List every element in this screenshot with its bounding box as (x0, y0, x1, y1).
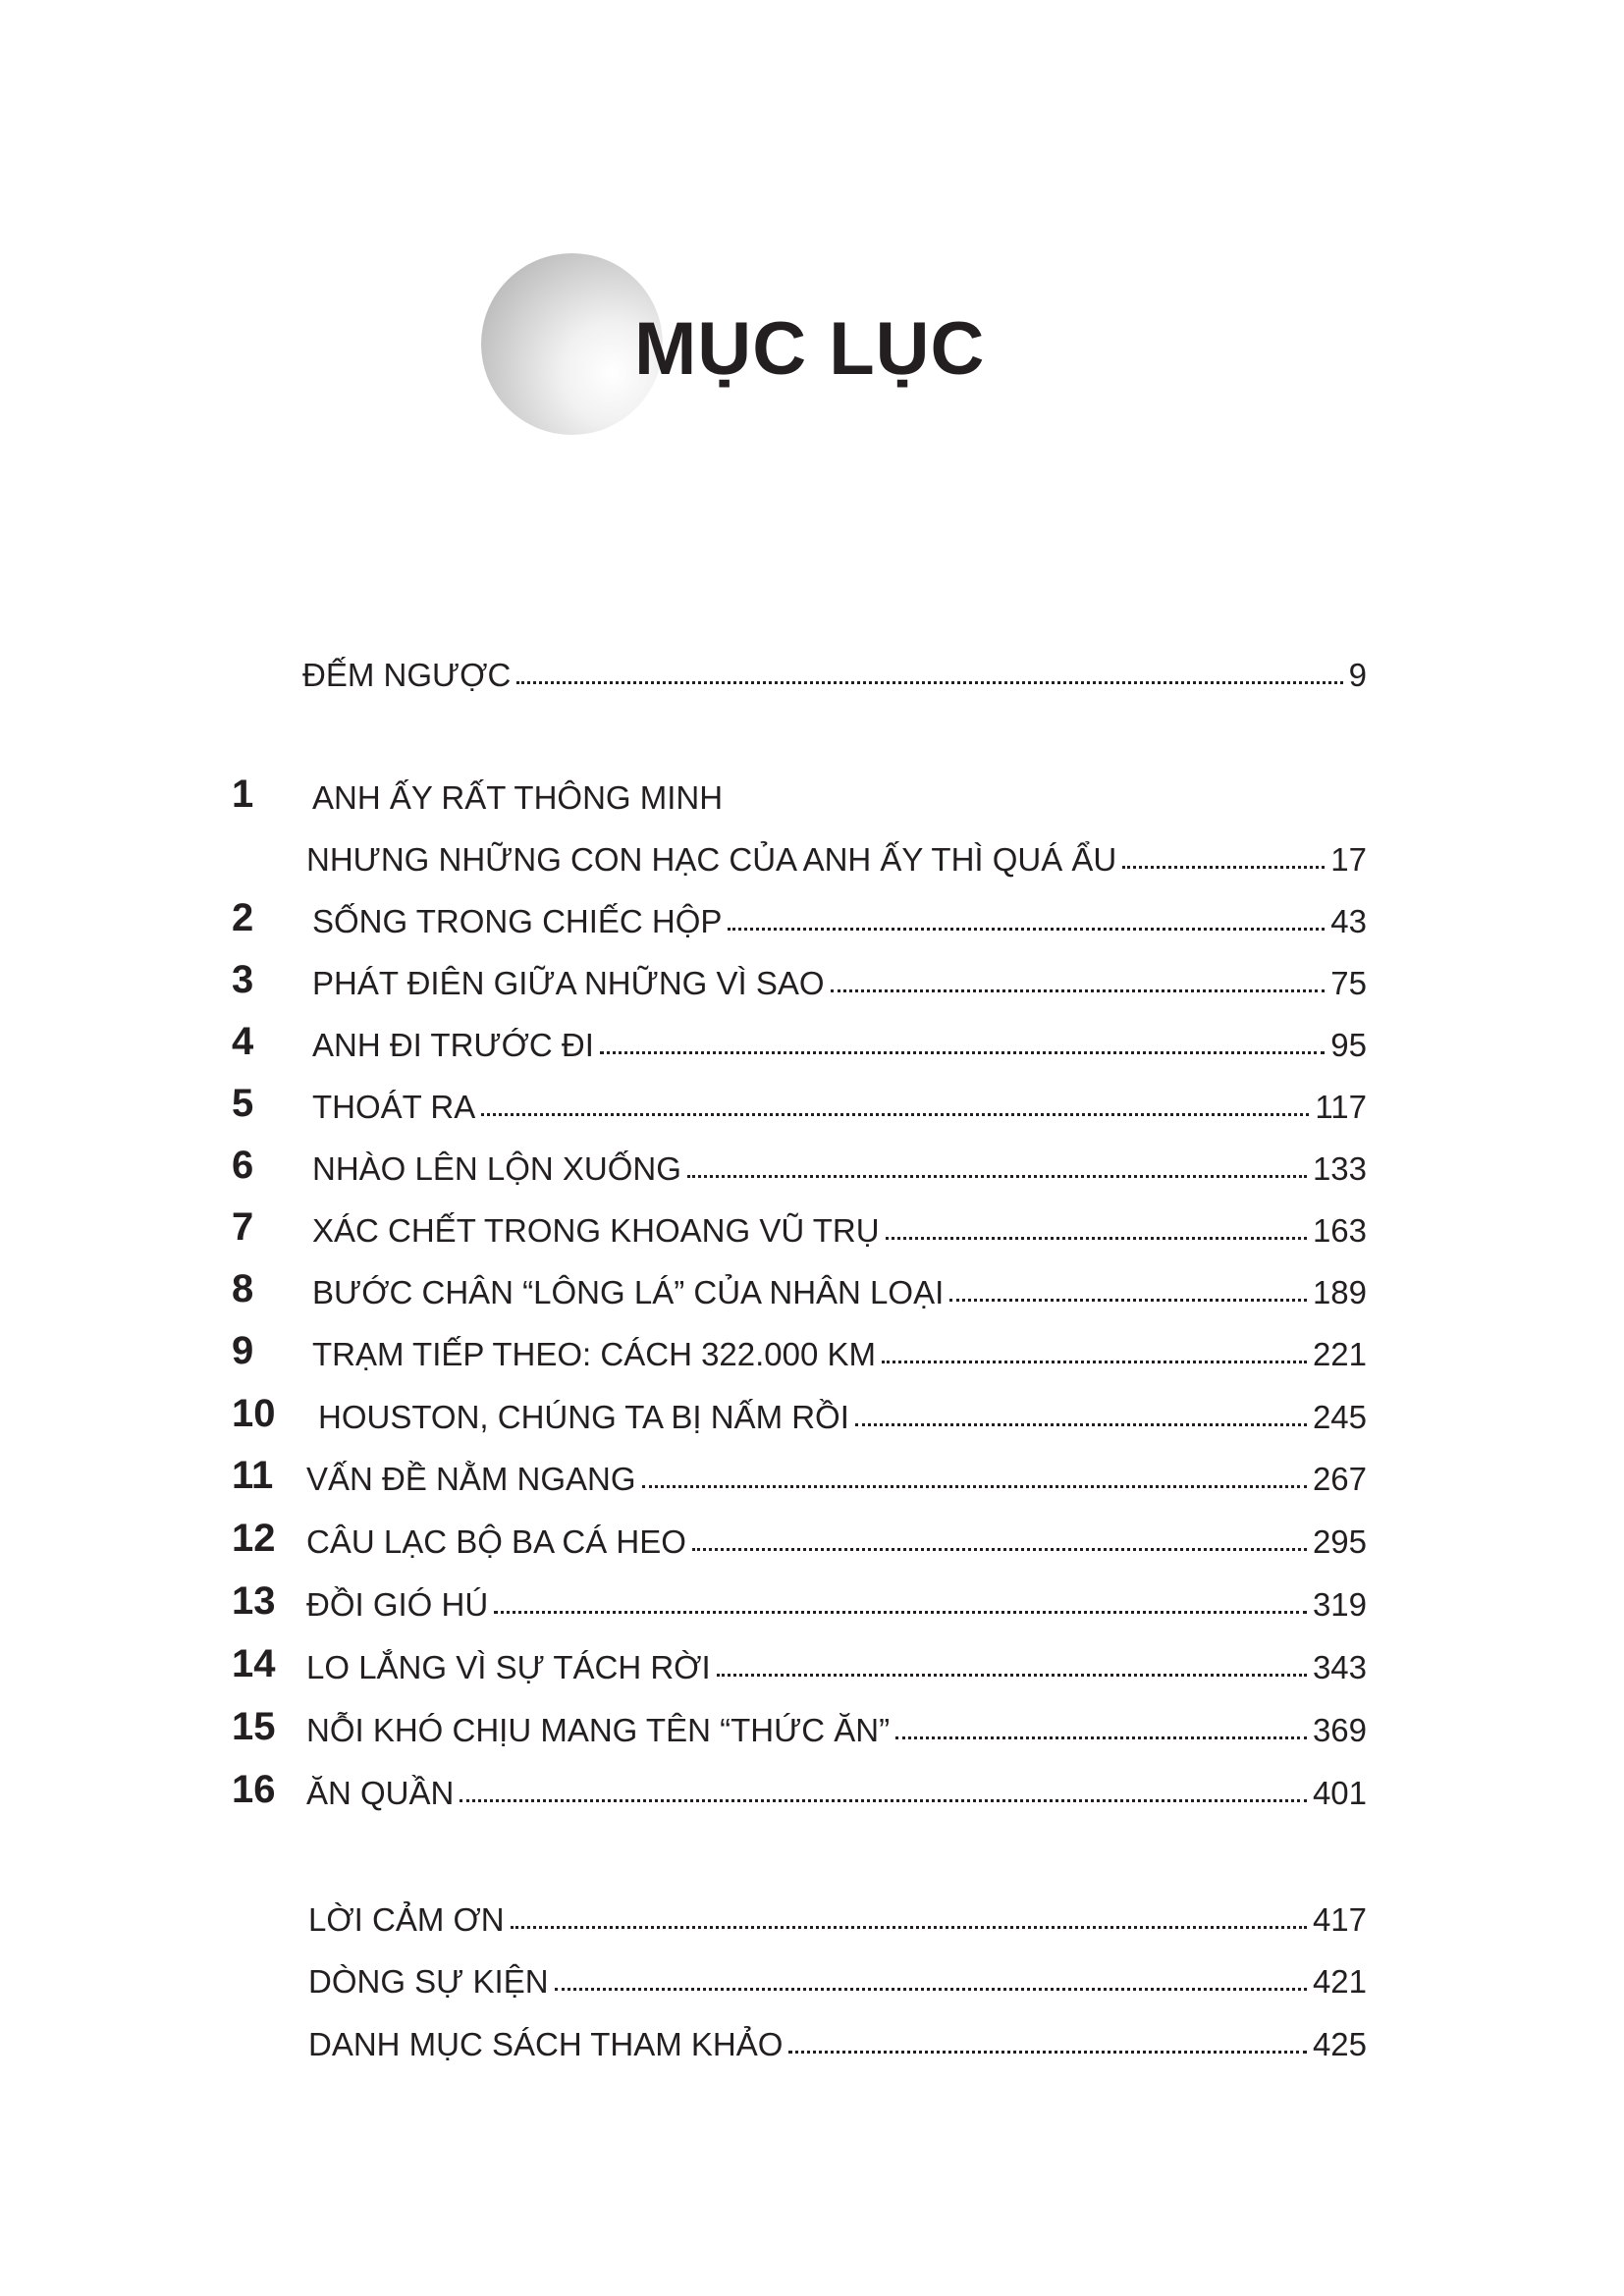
chapter-number: 13 (232, 1579, 276, 1623)
toc-entry (232, 2009, 1367, 2060)
dot-leader (511, 1926, 1307, 1929)
page-number: 421 (1312, 1963, 1367, 2000)
page-number: 417 (1312, 1901, 1367, 1938)
dot-leader (516, 681, 1342, 684)
page-number: 117 (1315, 1089, 1367, 1125)
entry-title: LỜI CẢM ƠN (308, 1901, 505, 1938)
entry-title: ĐẾM NGƯỢC (302, 657, 512, 693)
toc-entry (232, 1507, 1367, 1558)
chapter-number: 7 (232, 1205, 254, 1249)
page-number: 245 (1312, 1399, 1367, 1435)
chapter-number: 8 (232, 1267, 254, 1310)
entry-title: PHÁT ĐIÊN GIỮA NHỮNG VÌ SAO (312, 965, 825, 1001)
toc-entry (232, 1444, 1367, 1495)
entry-title: TRẠM TIẾP THEO: CÁCH 322.000 KM (312, 1336, 877, 1372)
page-number: 295 (1312, 1523, 1367, 1560)
page-number: 319 (1312, 1586, 1367, 1623)
chapter-number: 9 (232, 1329, 254, 1372)
page-number: 401 (1312, 1775, 1367, 1811)
dot-leader (949, 1299, 1307, 1302)
toc-entry (232, 1570, 1367, 1621)
chapter-number: 12 (232, 1517, 276, 1560)
chapter-number: 6 (232, 1144, 254, 1187)
dot-leader (692, 1548, 1307, 1551)
page-number: 369 (1312, 1712, 1367, 1748)
chapter-number: 16 (232, 1768, 276, 1811)
page-number: 95 (1330, 1027, 1367, 1063)
entry-title: CÂU LẠC BỘ BA CÁ HEO (306, 1523, 686, 1560)
page-title: MỤC LỤC (634, 307, 986, 391)
dot-leader (1122, 866, 1325, 869)
chapter-number: 15 (232, 1705, 276, 1748)
entry-title: ANH ĐI TRƯỚC ĐI (312, 1027, 594, 1063)
page-number: 75 (1330, 965, 1367, 1001)
toc-entry (232, 1134, 1367, 1185)
dot-leader (788, 2051, 1307, 2054)
chapter-number: 3 (232, 958, 254, 1001)
dot-leader (481, 1113, 1309, 1116)
dot-leader (642, 1485, 1307, 1488)
toc-entry (232, 1257, 1367, 1308)
page-number: 425 (1312, 2026, 1367, 2062)
page-number: 267 (1312, 1461, 1367, 1497)
toc-entry (232, 763, 1367, 814)
toc-entry (232, 1010, 1367, 1061)
chapter-number: 1 (232, 773, 254, 816)
toc-entry (232, 640, 1367, 691)
dot-leader (886, 1237, 1307, 1240)
page-number: 163 (1312, 1212, 1367, 1249)
chapter-number: 14 (232, 1642, 276, 1685)
entry-title: LO LẮNG VÌ SỰ TÁCH RỜI (306, 1649, 711, 1685)
chapter-number: 4 (232, 1020, 254, 1063)
toc-entry (232, 1885, 1367, 1936)
entry-title: DÒNG SỰ KIỆN (308, 1963, 549, 2000)
entry-title: ĐỒI GIÓ HÚ (306, 1586, 489, 1623)
toc-entry (232, 1695, 1367, 1746)
toc-entry (232, 886, 1367, 937)
dot-leader (895, 1736, 1307, 1739)
toc-entry (232, 1382, 1367, 1433)
dot-leader (460, 1799, 1307, 1802)
page-number: 133 (1312, 1150, 1367, 1187)
toc-entry (232, 1319, 1367, 1370)
dot-leader (882, 1361, 1307, 1363)
toc-entry (232, 1072, 1367, 1123)
dot-leader (600, 1051, 1325, 1054)
entry-title: NHƯNG NHỮNG CON HẠC CỦA ANH ẤY THÌ QUÁ ẨU (306, 841, 1117, 878)
chapter-number: 11 (232, 1454, 274, 1497)
toc-entry (232, 1758, 1367, 1809)
toc-entry (232, 948, 1367, 999)
page-number: 9 (1348, 657, 1367, 693)
entry-title: NHÀO LÊN LỘN XUỐNG (312, 1150, 681, 1187)
entry-title: VẤN ĐỀ NẰM NGANG (306, 1461, 636, 1497)
page-number: 17 (1330, 841, 1367, 878)
entry-title: ANH ẤY RẤT THÔNG MINH (312, 779, 724, 816)
page-number: 221 (1312, 1336, 1367, 1372)
dot-leader (831, 989, 1326, 992)
dot-leader (717, 1674, 1307, 1677)
dot-leader (855, 1423, 1307, 1426)
dot-leader (728, 928, 1325, 931)
entry-title: THOÁT RA (312, 1089, 476, 1125)
toc-entry (232, 1196, 1367, 1247)
entry-title: NỖI KHÓ CHỊU MANG TÊN “THỨC ĂN” (306, 1712, 891, 1748)
page-number: 343 (1312, 1649, 1367, 1685)
toc-entry (232, 1632, 1367, 1683)
entry-title: ĂN QUẦN (306, 1775, 455, 1811)
chapter-number: 2 (232, 896, 254, 939)
entry-title: DANH MỤC SÁCH THAM KHẢO (308, 2026, 784, 2062)
chapter-number: 10 (232, 1392, 276, 1435)
page-number: 43 (1330, 903, 1367, 939)
dot-leader (687, 1175, 1307, 1178)
page-number: 189 (1312, 1274, 1367, 1310)
entry-title: XÁC CHẾT TRONG KHOANG VŨ TRỤ (312, 1212, 880, 1249)
entry-title: SỐNG TRONG CHIẾC HỘP (312, 903, 723, 939)
toc-entry (232, 1947, 1367, 1998)
dot-leader (494, 1611, 1307, 1614)
entry-title: HOUSTON, CHÚNG TA BỊ NẤM RỒI (318, 1399, 849, 1435)
dot-leader (555, 1988, 1307, 1991)
entry-title: BƯỚC CHÂN “LÔNG LÁ” CỦA NHÂN LOẠI (312, 1274, 945, 1310)
toc-entry (232, 825, 1367, 876)
chapter-number: 5 (232, 1082, 254, 1125)
